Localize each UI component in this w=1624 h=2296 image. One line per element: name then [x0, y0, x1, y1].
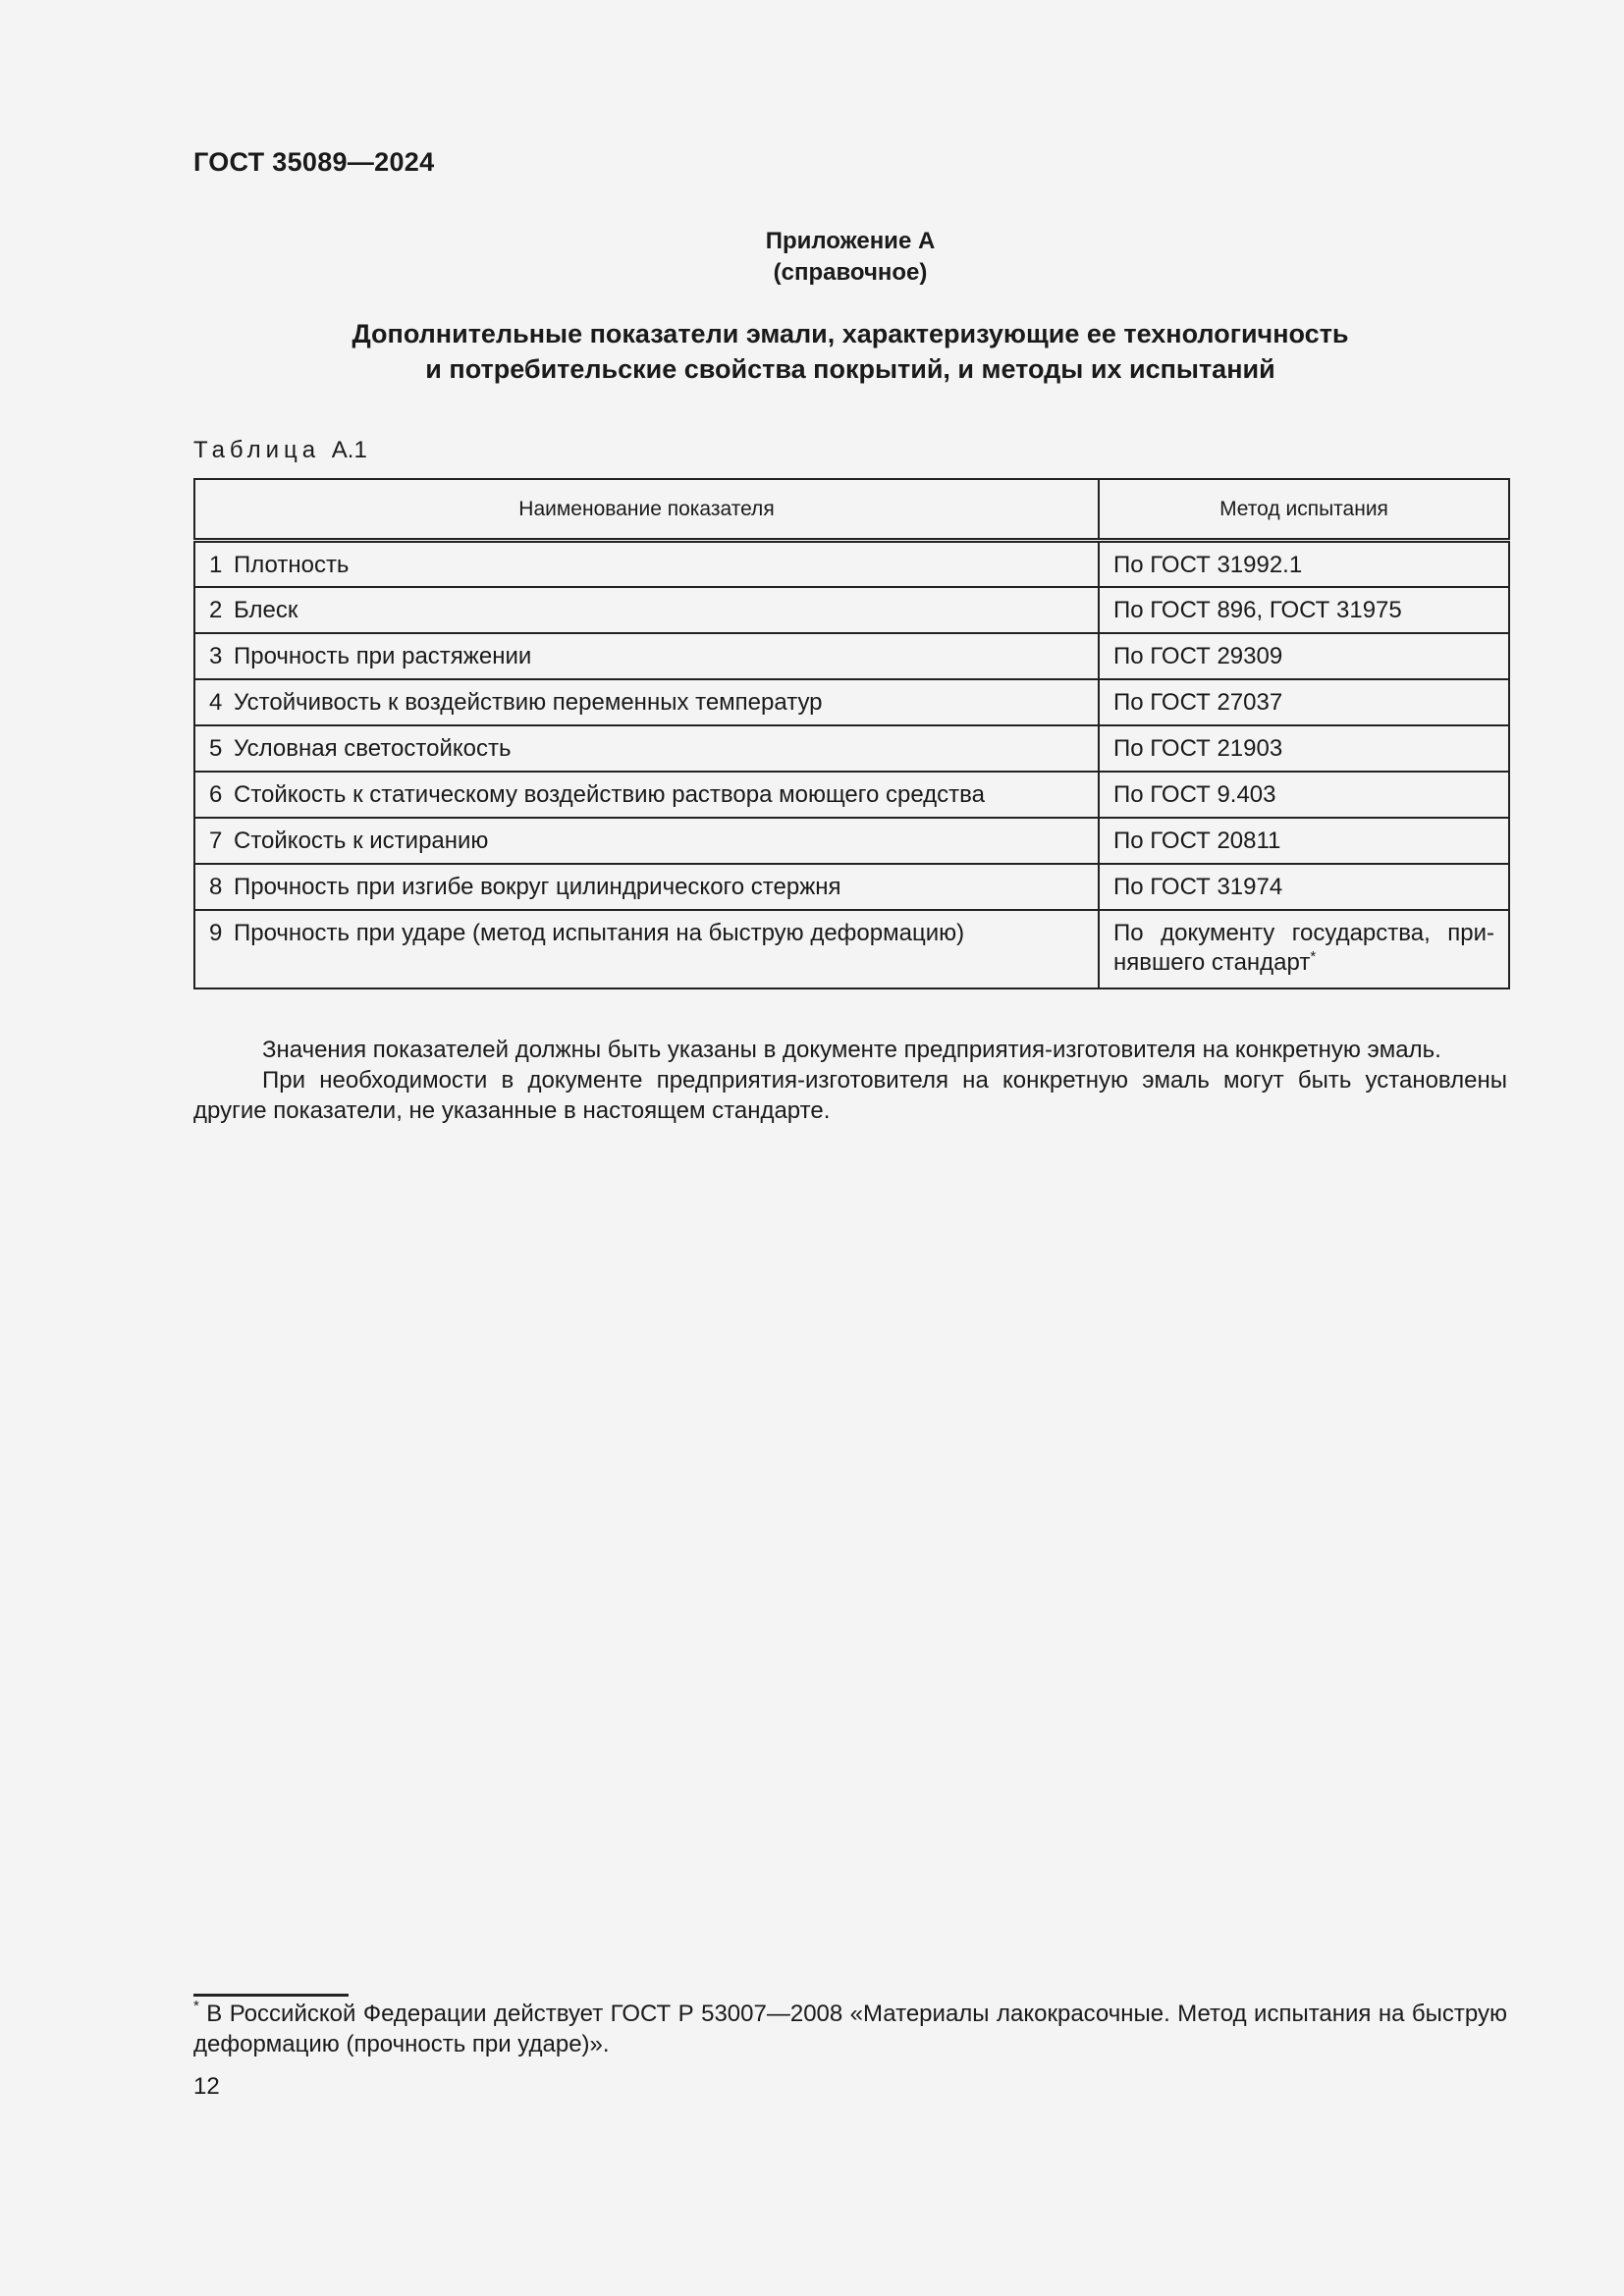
indicator-cell [194, 910, 1099, 988]
note-paragraph: При необходимости в документе предприятия-изготовителя на конкретную эмаль могут быть установлены другие показатели, не указанные в настоящем стандарте. [193, 1067, 1507, 1124]
footnote-marker: * [1310, 947, 1317, 965]
row-number: 9 [209, 919, 223, 946]
method-cell: По ГОСТ 31992.1 [1099, 541, 1509, 587]
row-number: 2 [209, 596, 223, 623]
table-header-row [194, 479, 1509, 541]
method-cell: По ГОСТ 27037 [1099, 679, 1509, 725]
column-header-method: Метод испытания [1099, 479, 1509, 541]
indicator-name: Блеск [234, 596, 298, 623]
row-number: 1 [209, 552, 223, 578]
table-row [194, 772, 1509, 818]
table-row [194, 679, 1509, 725]
table-row [194, 818, 1509, 864]
method-cell: По ГОСТ 20811 [1099, 818, 1509, 864]
indicator-name: Условная светостойкость [234, 734, 512, 762]
method-text: По документу государства, при-нявшего стандарт [1113, 919, 1494, 976]
row-number: 6 [209, 780, 223, 808]
indicator-cell [194, 818, 1099, 864]
footnote [193, 1999, 1507, 2059]
method-cell: По ГОСТ 21903 [1099, 725, 1509, 772]
table-row [194, 910, 1509, 988]
indicator-name: Прочность при растяжении [234, 642, 532, 669]
row-number: 8 [209, 873, 223, 900]
table-caption [193, 437, 367, 464]
indicators-table [193, 478, 1510, 989]
table-caption-number: А.1 [331, 437, 367, 463]
row-number: 7 [209, 827, 223, 854]
indicator-cell [194, 587, 1099, 633]
appendix-label [193, 226, 1507, 289]
indicator-cell [194, 725, 1099, 772]
indicator-name: Стойкость к статическому воздействию раствора моющего средства [234, 780, 985, 808]
indicator-name: Устойчивость к воздействию переменных температур [234, 688, 823, 716]
appendix-heading [193, 316, 1507, 387]
indicator-name: Стойкость к истиранию [234, 827, 489, 854]
note-paragraph: Значения показателей должны быть указаны в документе предприятия-изготовителя на конкретную эмаль. [262, 1037, 1441, 1063]
footnote-divider [193, 1994, 349, 1997]
indicator-cell [194, 864, 1099, 910]
appendix-heading-line-1: Дополнительные показатели эмали, характеризующие ее технологичность [352, 319, 1349, 348]
notes-block [193, 1035, 1507, 1126]
footnote-text: В Российской Федерации действует ГОСТ Р 53007—2008 «Материалы лакокрасочные. Метод испытания на быструю деформацию (прочность при ударе)». [193, 2001, 1507, 2057]
table-row [194, 541, 1509, 587]
indicator-cell [194, 679, 1099, 725]
indicator-cell [194, 633, 1099, 679]
method-cell: По ГОСТ 29309 [1099, 633, 1509, 679]
method-cell: По ГОСТ 896, ГОСТ 31975 [1099, 587, 1509, 633]
row-number: 3 [209, 642, 223, 669]
column-header-indicator: Наименование показателя [194, 479, 1099, 541]
indicator-name: Плотность [234, 552, 350, 578]
table-row [194, 864, 1509, 910]
table-row [194, 587, 1509, 633]
table-row [194, 633, 1509, 679]
appendix-heading-line-2: и потребительские свойства покрытий, и методы их испытаний [425, 354, 1275, 384]
row-number: 4 [209, 688, 223, 716]
appendix-title: Приложение А [765, 228, 936, 254]
document-id-header: ГОСТ 35089—2024 [193, 147, 435, 177]
page-number: 12 [193, 2073, 220, 2100]
method-cell [1099, 910, 1509, 988]
table-caption-word: Таблица [193, 437, 321, 463]
appendix-kind: (справочное) [773, 259, 928, 286]
table-row [194, 725, 1509, 772]
indicator-cell [194, 772, 1099, 818]
indicator-name: Прочность при ударе (метод испытания на быструю деформацию) [234, 919, 965, 946]
method-cell: По ГОСТ 31974 [1099, 864, 1509, 910]
indicator-cell [194, 541, 1099, 587]
indicator-name: Прочность при изгибе вокруг цилиндрического стержня [234, 873, 841, 900]
method-cell: По ГОСТ 9.403 [1099, 772, 1509, 818]
row-number: 5 [209, 734, 223, 762]
footnote-mark: * [193, 1998, 199, 2014]
